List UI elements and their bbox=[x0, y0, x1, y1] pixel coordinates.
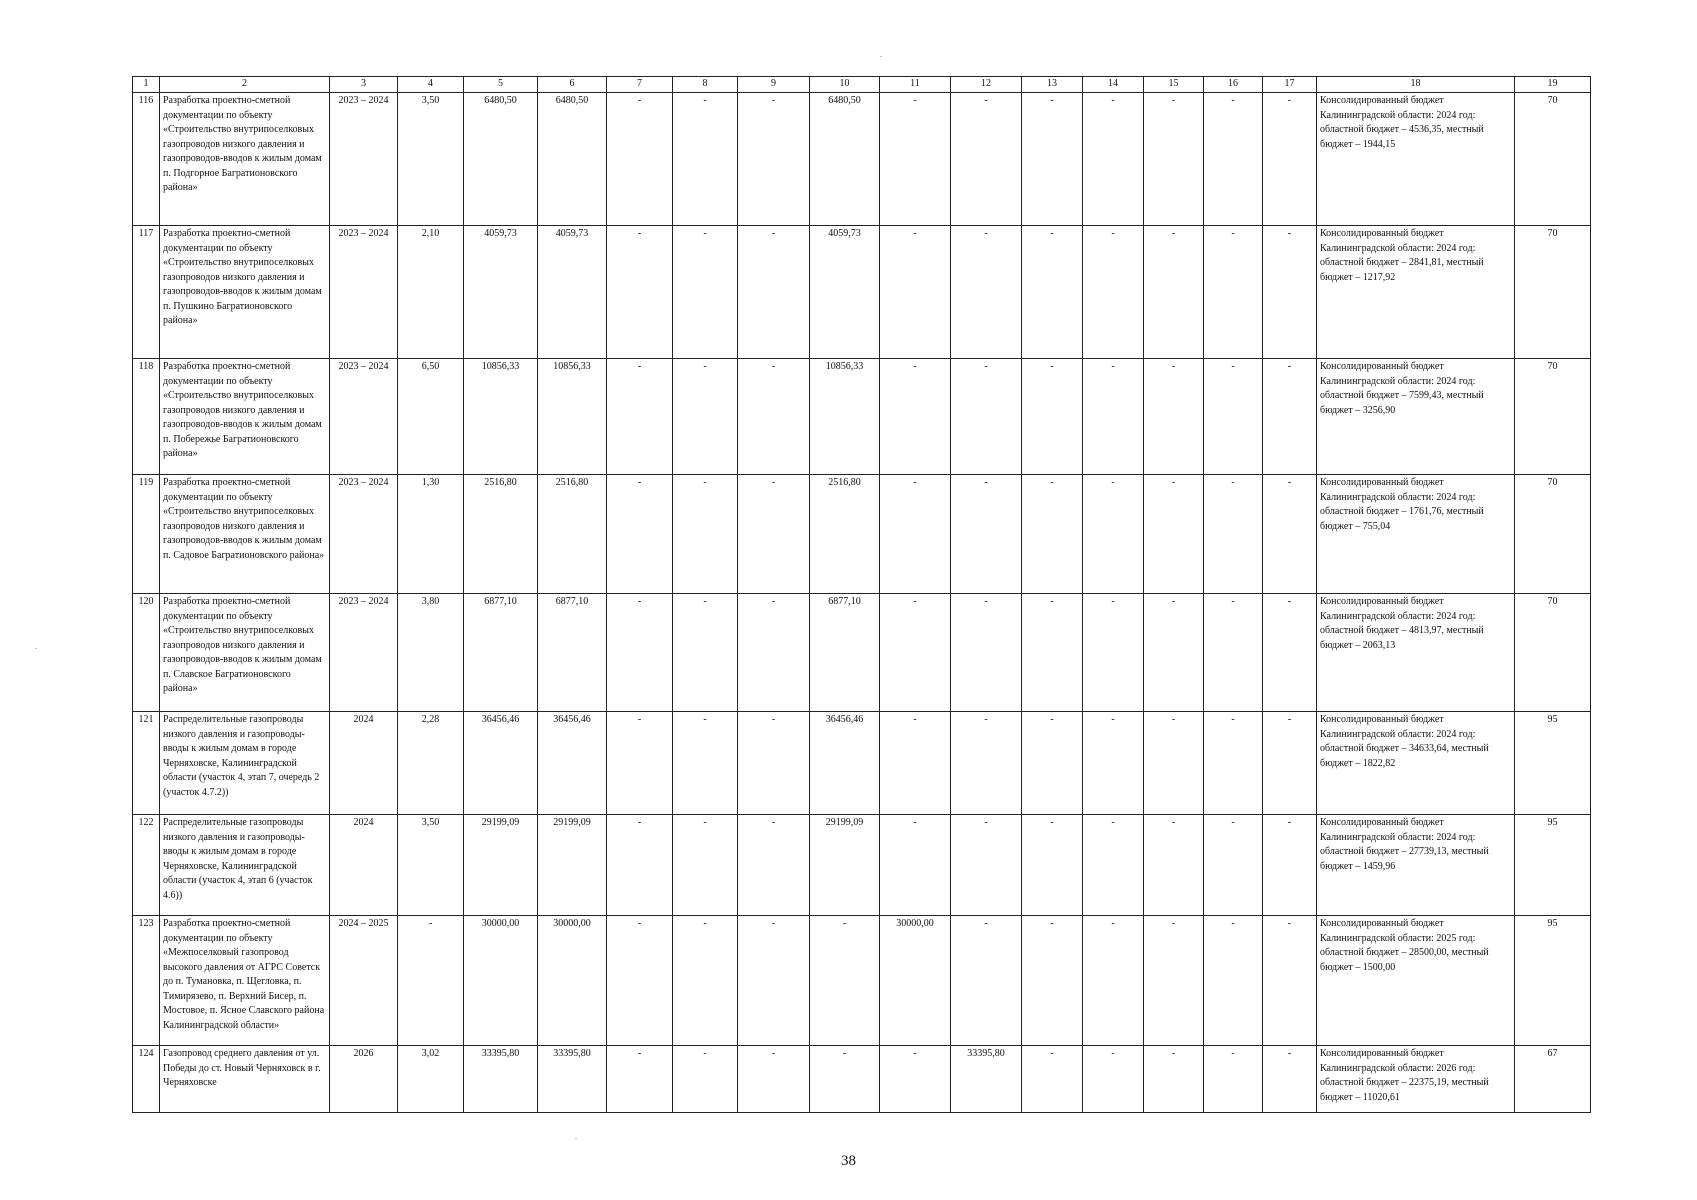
year-2025-amount-cell: 30000,00 bbox=[880, 916, 951, 1046]
row-number-cell: 116 bbox=[133, 93, 160, 226]
col-7-cell: - bbox=[607, 475, 673, 594]
year-2026-amount-cell: - bbox=[951, 712, 1022, 815]
length-km-cell: 3,50 bbox=[398, 815, 464, 916]
table-row bbox=[133, 916, 1591, 1046]
col-16-cell: - bbox=[1204, 93, 1263, 226]
col-16-cell: - bbox=[1204, 475, 1263, 594]
total-cost-cell: 36456,46 bbox=[464, 712, 538, 815]
col-17-cell: - bbox=[1263, 1046, 1317, 1113]
col-17-cell: - bbox=[1263, 475, 1317, 594]
col-8-cell: - bbox=[673, 594, 738, 712]
funding-source-cell: Консолидированный бюджет Калининградской области: 2024 год: областной бюджет – 27739,13, местный бюджет – 1459,96 bbox=[1317, 815, 1515, 916]
scan-speck bbox=[35, 648, 37, 649]
budget-cost-cell: 4059,73 bbox=[538, 226, 607, 359]
period-cell: 2023 – 2024 bbox=[330, 594, 398, 712]
scan-speck bbox=[880, 56, 882, 57]
total-cost-cell: 2516,80 bbox=[464, 475, 538, 594]
col-15-cell: - bbox=[1144, 359, 1204, 475]
col-14-cell: - bbox=[1083, 815, 1144, 916]
total-cost-cell: 33395,80 bbox=[464, 1046, 538, 1113]
col-7-cell: - bbox=[607, 226, 673, 359]
total-cost-cell: 29199,09 bbox=[464, 815, 538, 916]
column-header: 19 bbox=[1515, 77, 1591, 93]
column-header: 18 bbox=[1317, 77, 1515, 93]
year-2025-amount-cell: - bbox=[880, 359, 951, 475]
col-9-cell: - bbox=[738, 815, 810, 916]
row-number-cell: 121 bbox=[133, 712, 160, 815]
year-2026-amount-cell: - bbox=[951, 475, 1022, 594]
col-8-cell: - bbox=[673, 1046, 738, 1113]
column-header: 5 bbox=[464, 77, 538, 93]
col-17-cell: - bbox=[1263, 916, 1317, 1046]
length-km-cell: 3,50 bbox=[398, 93, 464, 226]
percent-cell: 70 bbox=[1515, 475, 1591, 594]
col-16-cell: - bbox=[1204, 712, 1263, 815]
period-cell: 2024 bbox=[330, 712, 398, 815]
year-2024-amount-cell: 29199,09 bbox=[810, 815, 880, 916]
col-17-cell: - bbox=[1263, 594, 1317, 712]
length-km-cell: 3,80 bbox=[398, 594, 464, 712]
year-2024-amount-cell: - bbox=[810, 916, 880, 1046]
col-13-cell: - bbox=[1022, 1046, 1083, 1113]
column-header: 1 bbox=[133, 77, 160, 93]
year-2026-amount-cell: - bbox=[951, 359, 1022, 475]
col-9-cell: - bbox=[738, 1046, 810, 1113]
description-cell: Разработка проектно-сметной документации по объекту «Строительство внутрипоселковых газопроводов низкого давления и газопроводов-вводов к жилым домам п. Подгорное Багратионовского района» bbox=[160, 93, 330, 226]
budget-cost-cell: 6480,50 bbox=[538, 93, 607, 226]
col-8-cell: - bbox=[673, 815, 738, 916]
year-2026-amount-cell: - bbox=[951, 594, 1022, 712]
period-cell: 2023 – 2024 bbox=[330, 226, 398, 359]
length-km-cell: 3,02 bbox=[398, 1046, 464, 1113]
col-15-cell: - bbox=[1144, 916, 1204, 1046]
col-13-cell: - bbox=[1022, 93, 1083, 226]
col-15-cell: - bbox=[1144, 815, 1204, 916]
year-2025-amount-cell: - bbox=[880, 815, 951, 916]
col-13-cell: - bbox=[1022, 916, 1083, 1046]
percent-cell: 70 bbox=[1515, 93, 1591, 226]
funding-source-cell: Консолидированный бюджет Калининградской области: 2024 год: областной бюджет – 7599,43, местный бюджет – 3256,90 bbox=[1317, 359, 1515, 475]
col-16-cell: - bbox=[1204, 594, 1263, 712]
col-9-cell: - bbox=[738, 359, 810, 475]
col-16-cell: - bbox=[1204, 815, 1263, 916]
funding-source-cell: Консолидированный бюджет Калининградской области: 2024 год: областной бюджет – 4536,35, местный бюджет – 1944,15 bbox=[1317, 93, 1515, 226]
col-15-cell: - bbox=[1144, 475, 1204, 594]
funding-source-cell: Консолидированный бюджет Калининградской области: 2025 год: областной бюджет – 28500,00, местный бюджет – 1500,00 bbox=[1317, 916, 1515, 1046]
year-2024-amount-cell: 2516,80 bbox=[810, 475, 880, 594]
year-2025-amount-cell: - bbox=[880, 1046, 951, 1113]
col-7-cell: - bbox=[607, 712, 673, 815]
total-cost-cell: 10856,33 bbox=[464, 359, 538, 475]
length-km-cell: 1,30 bbox=[398, 475, 464, 594]
col-8-cell: - bbox=[673, 359, 738, 475]
year-2026-amount-cell: - bbox=[951, 815, 1022, 916]
col-16-cell: - bbox=[1204, 359, 1263, 475]
col-9-cell: - bbox=[738, 475, 810, 594]
percent-cell: 70 bbox=[1515, 594, 1591, 712]
col-13-cell: - bbox=[1022, 594, 1083, 712]
col-16-cell: - bbox=[1204, 1046, 1263, 1113]
funding-source-cell: Консолидированный бюджет Калининградской области: 2024 год: областной бюджет – 4813,97, местный бюджет – 2063,13 bbox=[1317, 594, 1515, 712]
year-2025-amount-cell: - bbox=[880, 475, 951, 594]
col-13-cell: - bbox=[1022, 712, 1083, 815]
row-number-cell: 120 bbox=[133, 594, 160, 712]
period-cell: 2023 – 2024 bbox=[330, 93, 398, 226]
table-row bbox=[133, 359, 1591, 475]
budget-cost-cell: 33395,80 bbox=[538, 1046, 607, 1113]
page-number: 38 bbox=[841, 1153, 856, 1169]
col-9-cell: - bbox=[738, 594, 810, 712]
col-17-cell: - bbox=[1263, 226, 1317, 359]
col-14-cell: - bbox=[1083, 359, 1144, 475]
funding-source-cell: Консолидированный бюджет Калининградской области: 2024 год: областной бюджет – 2841,81, местный бюджет – 1217,92 bbox=[1317, 226, 1515, 359]
year-2024-amount-cell: - bbox=[810, 1046, 880, 1113]
col-14-cell: - bbox=[1083, 712, 1144, 815]
percent-cell: 95 bbox=[1515, 712, 1591, 815]
funding-source-cell: Консолидированный бюджет Калининградской области: 2024 год: областной бюджет – 34633,64, местный бюджет – 1822,82 bbox=[1317, 712, 1515, 815]
budget-cost-cell: 2516,80 bbox=[538, 475, 607, 594]
table-row bbox=[133, 815, 1591, 916]
col-17-cell: - bbox=[1263, 359, 1317, 475]
col-8-cell: - bbox=[673, 712, 738, 815]
description-cell: Разработка проектно-сметной документации по объекту «Строительство внутрипоселковых газопроводов низкого давления и газопроводов-вводов к жилым домам п. Пушкино Багратионовского района» bbox=[160, 226, 330, 359]
column-header: 6 bbox=[538, 77, 607, 93]
col-7-cell: - bbox=[607, 594, 673, 712]
col-16-cell: - bbox=[1204, 226, 1263, 359]
description-cell: Разработка проектно-сметной документации по объекту «Межпоселковый газопровод высокого давления от АГРС Советск до п. Тумановка, п. Щегловка, п. Тимирязево, п. Верхний Бисер, п. Мостовое, п. Ясное Славского района Калининградской области» bbox=[160, 916, 330, 1046]
year-2026-amount-cell: - bbox=[951, 226, 1022, 359]
col-7-cell: - bbox=[607, 1046, 673, 1113]
column-header: 17 bbox=[1263, 77, 1317, 93]
period-cell: 2024 – 2025 bbox=[330, 916, 398, 1046]
table-row bbox=[133, 475, 1591, 594]
budget-cost-cell: 6877,10 bbox=[538, 594, 607, 712]
description-cell: Распределительные газопроводы низкого давления и газопроводы-вводы к жилым домам в городе Черняховске, Калининградской области (участок 4, этап 7, очередь 2 (участок 4.7.2)) bbox=[160, 712, 330, 815]
period-cell: 2024 bbox=[330, 815, 398, 916]
period-cell: 2026 bbox=[330, 1046, 398, 1113]
col-14-cell: - bbox=[1083, 93, 1144, 226]
col-9-cell: - bbox=[738, 93, 810, 226]
table-row bbox=[133, 594, 1591, 712]
column-header: 7 bbox=[607, 77, 673, 93]
col-7-cell: - bbox=[607, 359, 673, 475]
budget-cost-cell: 30000,00 bbox=[538, 916, 607, 1046]
length-km-cell: 2,10 bbox=[398, 226, 464, 359]
percent-cell: 70 bbox=[1515, 359, 1591, 475]
row-number-cell: 123 bbox=[133, 916, 160, 1046]
col-15-cell: - bbox=[1144, 712, 1204, 815]
column-header: 10 bbox=[810, 77, 880, 93]
year-2025-amount-cell: - bbox=[880, 712, 951, 815]
percent-cell: 67 bbox=[1515, 1046, 1591, 1113]
col-14-cell: - bbox=[1083, 1046, 1144, 1113]
col-9-cell: - bbox=[738, 226, 810, 359]
description-cell: Разработка проектно-сметной документации по объекту «Строительство внутрипоселковых газопроводов низкого давления и газопроводов-вводов к жилым домам п. Садовое Багратионовского района» bbox=[160, 475, 330, 594]
col-13-cell: - bbox=[1022, 226, 1083, 359]
year-2024-amount-cell: 4059,73 bbox=[810, 226, 880, 359]
length-km-cell: 6,50 bbox=[398, 359, 464, 475]
total-cost-cell: 6480,50 bbox=[464, 93, 538, 226]
column-header: 14 bbox=[1083, 77, 1144, 93]
period-cell: 2023 – 2024 bbox=[330, 475, 398, 594]
description-cell: Газопровод среднего давления от ул. Победы до ст. Новый Черняховск в г. Черняховске bbox=[160, 1046, 330, 1113]
table-row bbox=[133, 712, 1591, 815]
year-2024-amount-cell: 6480,50 bbox=[810, 93, 880, 226]
col-15-cell: - bbox=[1144, 594, 1204, 712]
percent-cell: 95 bbox=[1515, 815, 1591, 916]
col-16-cell: - bbox=[1204, 916, 1263, 1046]
column-header: 8 bbox=[673, 77, 738, 93]
description-cell: Распределительные газопроводы низкого давления и газопроводы-вводы к жилым домам в городе Черняховске, Калининградской области (участок 4, этап 6 (участок 4.6)) bbox=[160, 815, 330, 916]
total-cost-cell: 30000,00 bbox=[464, 916, 538, 1046]
year-2025-amount-cell: - bbox=[880, 226, 951, 359]
budget-cost-cell: 10856,33 bbox=[538, 359, 607, 475]
col-8-cell: - bbox=[673, 916, 738, 1046]
col-7-cell: - bbox=[607, 916, 673, 1046]
table-row bbox=[133, 1046, 1591, 1113]
table-row bbox=[133, 226, 1591, 359]
percent-cell: 70 bbox=[1515, 226, 1591, 359]
column-header: 11 bbox=[880, 77, 951, 93]
year-2026-amount-cell: - bbox=[951, 93, 1022, 226]
year-2026-amount-cell: - bbox=[951, 916, 1022, 1046]
row-number-cell: 124 bbox=[133, 1046, 160, 1113]
budget-cost-cell: 36456,46 bbox=[538, 712, 607, 815]
col-13-cell: - bbox=[1022, 359, 1083, 475]
column-header: 2 bbox=[160, 77, 330, 93]
col-17-cell: - bbox=[1263, 815, 1317, 916]
col-14-cell: - bbox=[1083, 916, 1144, 1046]
col-14-cell: - bbox=[1083, 475, 1144, 594]
year-2025-amount-cell: - bbox=[880, 594, 951, 712]
funding-source-cell: Консолидированный бюджет Калининградской области: 2026 год: областной бюджет – 22375,19, местный бюджет – 11020,61 bbox=[1317, 1046, 1515, 1113]
col-14-cell: - bbox=[1083, 226, 1144, 359]
col-13-cell: - bbox=[1022, 475, 1083, 594]
scan-speck bbox=[575, 1138, 577, 1139]
column-header: 3 bbox=[330, 77, 398, 93]
year-2024-amount-cell: 36456,46 bbox=[810, 712, 880, 815]
length-km-cell: - bbox=[398, 916, 464, 1046]
col-8-cell: - bbox=[673, 93, 738, 226]
year-2025-amount-cell: - bbox=[880, 93, 951, 226]
year-2026-amount-cell: 33395,80 bbox=[951, 1046, 1022, 1113]
funding-source-cell: Консолидированный бюджет Калининградской области: 2024 год: областной бюджет – 1761,76, местный бюджет – 755,04 bbox=[1317, 475, 1515, 594]
year-2024-amount-cell: 10856,33 bbox=[810, 359, 880, 475]
col-8-cell: - bbox=[673, 475, 738, 594]
total-cost-cell: 6877,10 bbox=[464, 594, 538, 712]
description-cell: Разработка проектно-сметной документации по объекту «Строительство внутрипоселковых газопроводов низкого давления и газопроводов-вводов к жилым домам п. Побережье Багратионовского района» bbox=[160, 359, 330, 475]
description-cell: Разработка проектно-сметной документации по объекту «Строительство внутрипоселковых газопроводов низкого давления и газопроводов-вводов к жилым домам п. Славское Багратионовского района» bbox=[160, 594, 330, 712]
col-7-cell: - bbox=[607, 815, 673, 916]
col-7-cell: - bbox=[607, 93, 673, 226]
column-header: 15 bbox=[1144, 77, 1204, 93]
column-header: 4 bbox=[398, 77, 464, 93]
col-17-cell: - bbox=[1263, 93, 1317, 226]
col-17-cell: - bbox=[1263, 712, 1317, 815]
row-number-cell: 117 bbox=[133, 226, 160, 359]
column-header: 13 bbox=[1022, 77, 1083, 93]
col-9-cell: - bbox=[738, 712, 810, 815]
period-cell: 2023 – 2024 bbox=[330, 359, 398, 475]
percent-cell: 95 bbox=[1515, 916, 1591, 1046]
col-13-cell: - bbox=[1022, 815, 1083, 916]
col-9-cell: - bbox=[738, 916, 810, 1046]
column-header: 12 bbox=[951, 77, 1022, 93]
column-header: 16 bbox=[1204, 77, 1263, 93]
col-15-cell: - bbox=[1144, 1046, 1204, 1113]
total-cost-cell: 4059,73 bbox=[464, 226, 538, 359]
budget-table bbox=[132, 76, 1591, 1113]
col-15-cell: - bbox=[1144, 226, 1204, 359]
col-15-cell: - bbox=[1144, 93, 1204, 226]
column-number-header bbox=[133, 77, 1591, 93]
length-km-cell: 2,28 bbox=[398, 712, 464, 815]
col-14-cell: - bbox=[1083, 594, 1144, 712]
column-header: 9 bbox=[738, 77, 810, 93]
table-row bbox=[133, 93, 1591, 226]
budget-cost-cell: 29199,09 bbox=[538, 815, 607, 916]
row-number-cell: 119 bbox=[133, 475, 160, 594]
col-8-cell: - bbox=[673, 226, 738, 359]
row-number-cell: 122 bbox=[133, 815, 160, 916]
row-number-cell: 118 bbox=[133, 359, 160, 475]
year-2024-amount-cell: 6877,10 bbox=[810, 594, 880, 712]
